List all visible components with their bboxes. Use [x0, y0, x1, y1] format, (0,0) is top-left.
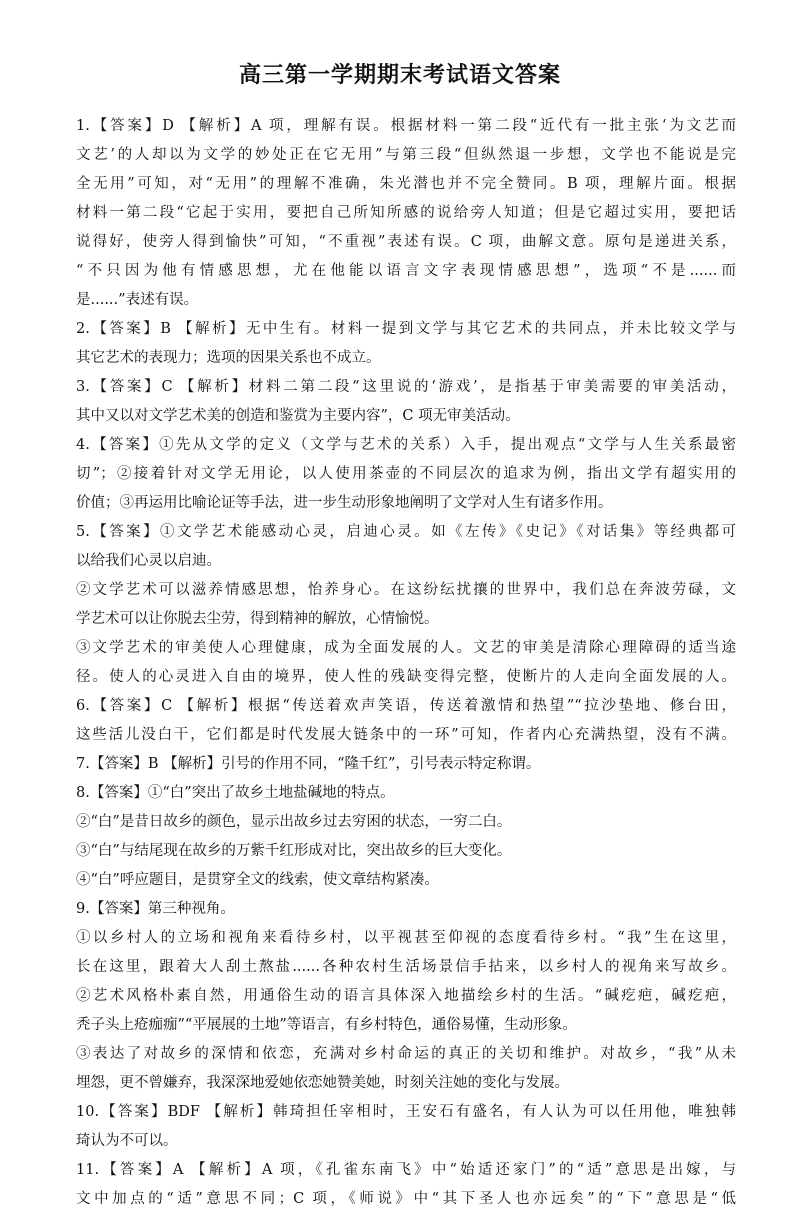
- text-line: ②文学艺术可以滋养情感思想，怡养身心。在这纷纭扰攘的世界中，我们总在奔波劳碌，文: [76, 582, 736, 598]
- text-line: 价值；③再运用比喻论证等手法，进一步生动形象地阐明了文学对人生有诸多作用。: [76, 495, 613, 511]
- text-line: 4.【答案】①先从文学的定义（文学与艺术的关系）入手，提出观点“文学与人生关系最密: [76, 437, 736, 453]
- text-line: 2.【答案】B 【解析】无中生有。材料一提到文学与其它艺术的共同点，并未比较文学与: [76, 321, 736, 337]
- text-line: 1.【答案】D 【解析】A 项，理解有误。根据材料一第二段“近代有一批主张‘为文艺而: [76, 118, 736, 134]
- text-line: 埋怨，更不曾嫌弃，我深深地爱她依恋她赞美她，时刻关注她的变化与发展。: [76, 1075, 569, 1091]
- text-line: 5.【答案】①文学艺术能感动心灵，启迪心灵。如《左传》《史记》《对话集》等经典都可: [76, 524, 736, 540]
- text-line: ①以乡村人的立场和视角来看待乡村，以平视甚至仰视的态度看待乡村。“我”生在这里，: [76, 930, 736, 946]
- text-line: 秃子头上疮痂痂”“平展展的土地”等语言，有乡村特色，通俗易懂，生动形象。: [76, 1017, 577, 1033]
- text-line: 是......”表述有误。: [76, 292, 199, 308]
- text-line: 10.【答案】BDF 【解析】韩琦担任宰相时，王安石有盛名，有人认为可以任用他，唯独韩: [76, 1104, 736, 1120]
- text-line: ③文学艺术的审美使人心理健康，成为全面发展的人。文艺的审美是清除心理障碍的适当途: [76, 640, 736, 656]
- text-line: 全无用”可知，对“无用”的理解不准确，朱光潜也并不完全赞同。B 项，理解片面。根据: [76, 176, 736, 192]
- text-line: 6.【答案】C 【解析】根据“传送着欢声笑语，传送着激情和热望”“拉沙垫地、修台田，: [76, 698, 736, 714]
- text-line: 7.【答案】B 【解析】引号的作用不同，“隆千红”，引号表示特定称谓。: [76, 756, 541, 772]
- text-line: 文艺’的人却以为文学的妙处正在它无用”与第三段“但纵然退一步想，文学也不能说是完: [76, 147, 736, 163]
- text-line: 以给我们心灵以启迪。: [76, 553, 221, 569]
- text-line: ④“白”呼应题目，是贯穿全文的线索，使文章结构紧凑。: [76, 872, 439, 888]
- text-line: ②艺术风格朴素自然，用通俗生动的语言具体深入地描绘乡村的生活。“碱疙疤，碱疙疤，: [76, 988, 736, 1004]
- text-line: 径。使人的心灵进入自由的境界，使人性的残缺变得完整，使断片的人走向全面发展的人。: [76, 669, 736, 685]
- text-line: 其它艺术的表现力；选项的因果关系也不成立。: [76, 350, 381, 366]
- answer-body: [76, 112, 736, 1214]
- text-line: ③“白”与结尾现在故乡的万紫千红形成对比，突出故乡的巨大变化。: [76, 843, 512, 859]
- text-line: 学艺术可以让你脱去尘劳，得到精神的解放，心情愉悦。: [76, 611, 439, 627]
- text-line: ②“白”是昔日故乡的颜色，显示出故乡过去穷困的状态，一穷二白。: [76, 814, 512, 830]
- text-line: 琦认为不可以。: [76, 1133, 178, 1149]
- text-line: 这些活儿没白干，它们都是时代发展大链条中的一环”可知，作者内心充满热望，没有不满。: [76, 727, 736, 743]
- text-line: 切”；②接着针对文学无用论，以人使用茶壶的不同层次的追求为例，指出文学有超实用的: [76, 466, 736, 482]
- text-line: 9.【答案】第三种视角。: [76, 901, 235, 917]
- text-line: 3.【答案】C 【解析】材料二第二段“这里说的‘游戏’，是指基于审美需要的审美活动，: [76, 379, 736, 395]
- text-line: 长在这里，跟着大人刮土熬盐......各种农村生活场景信手拈来，以乡村人的视角来写故乡。: [76, 959, 736, 975]
- page-title: 高三第一学期期末考试语文答案: [238, 63, 561, 88]
- text-line: 说得好，使旁人得到愉快”可知，“不重视”表述有误。C 项，曲解文意。原句是递进关系，: [76, 234, 736, 250]
- text-line: ③表达了对故乡的深情和依恋，充满对乡村命运的真正的关切和维护。对故乡，“我”从未: [76, 1046, 736, 1062]
- text-line: “不只因为他有情感思想，尤在他能以语言文字表现情感思想”，选项“不是......而: [76, 263, 736, 279]
- text-line: 文中加点的“适”意思不同；C 项，《师说》中“其下圣人也亦远矣”的“下”意思是“低: [76, 1191, 736, 1207]
- text-line: 11.【答案】A 【解析】A 项，《孔雀东南飞》中“始适还家门”的“适”意思是出嫁，与: [76, 1162, 736, 1178]
- text-line: 材料一第二段“它起于实用，要把自己所知所感的说给旁人知道；但是它超过实用，要把话: [76, 205, 736, 221]
- text-line: 8.【答案】①“白”突出了故乡土地盐碱地的特点。: [76, 785, 395, 801]
- text-line: 其中又以对文学艺术美的创造和鉴赏为主要内容”，C 项无审美活动。: [76, 408, 520, 424]
